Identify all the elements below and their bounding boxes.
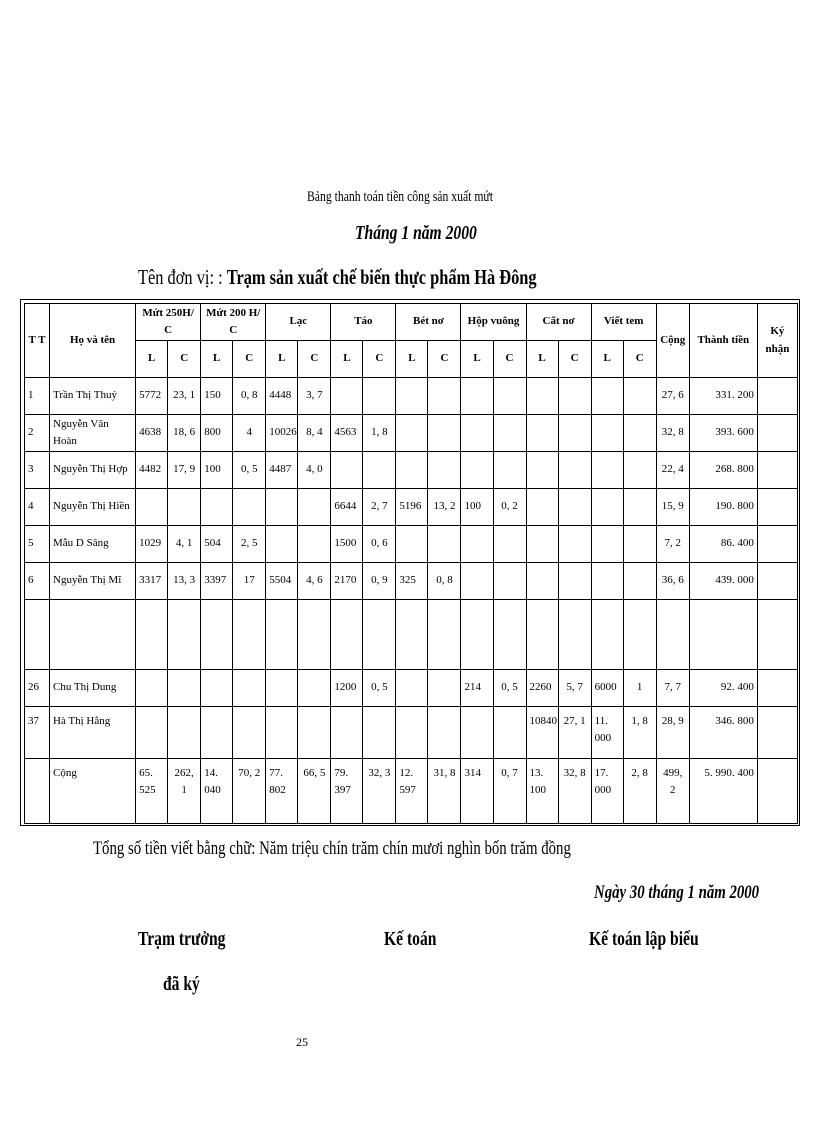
- cell-name: [50, 599, 136, 669]
- cell-c: [493, 599, 526, 669]
- cell-c: 3, 7: [298, 378, 331, 415]
- cell-c: [558, 599, 591, 669]
- cell-l: 100: [461, 488, 493, 525]
- header-sub-l: L: [461, 341, 493, 378]
- cell-l: [526, 451, 558, 488]
- cell-total: [656, 599, 689, 669]
- cell-l: 2170: [331, 562, 363, 599]
- cell-l: 1500: [331, 525, 363, 562]
- cell-c: [428, 451, 461, 488]
- cell-l: [526, 488, 558, 525]
- cell-c: [623, 488, 656, 525]
- cell-c: 27, 1: [558, 706, 591, 758]
- cell-c: [168, 599, 201, 669]
- cell-name: Cộng: [50, 759, 136, 824]
- cell-c: [363, 599, 396, 669]
- cell-c: [493, 706, 526, 758]
- date-line: Ngày 30 tháng 1 năm 2000: [594, 882, 760, 903]
- cell-sign: [757, 414, 797, 451]
- cell-l: [461, 451, 493, 488]
- payment-table: [24, 303, 798, 824]
- cell-c: 4, 6: [298, 562, 331, 599]
- cell-tt: 5: [25, 525, 50, 562]
- cell-c: [363, 378, 396, 415]
- cell-l: [396, 706, 428, 758]
- header-sub-l: L: [396, 341, 428, 378]
- cell-total: 22, 4: [656, 451, 689, 488]
- amount-in-words: Tổng số tiền viết bằng chữ: Năm triệu chín trăm chín mươi nghìn bốn trăm đồng: [93, 838, 571, 859]
- cell-c: [363, 451, 396, 488]
- table-row: [25, 599, 798, 669]
- cell-l: 1029: [136, 525, 168, 562]
- cell-total: 15, 9: [656, 488, 689, 525]
- cell-c: 17, 9: [168, 451, 201, 488]
- cell-c: 2, 7: [363, 488, 396, 525]
- cell-total: 7, 7: [656, 669, 689, 706]
- cell-c: [623, 414, 656, 451]
- header-sub-l: L: [266, 341, 298, 378]
- cell-l: [266, 669, 298, 706]
- cell-c: 31, 8: [428, 759, 461, 824]
- cell-total: 27, 6: [656, 378, 689, 415]
- cell-l: 100: [201, 451, 233, 488]
- cell-l: 800: [201, 414, 233, 451]
- cell-c: [233, 599, 266, 669]
- cell-sign: [757, 599, 797, 669]
- cell-l: [201, 599, 233, 669]
- cell-c: 1, 8: [363, 414, 396, 451]
- cell-tt: 4: [25, 488, 50, 525]
- unit-name: Trạm sản xuất chế biến thực phẩm Hà Đông: [226, 265, 537, 289]
- cell-l: [396, 451, 428, 488]
- unit-label: Tên đơn vị: :: [138, 265, 227, 289]
- cell-c: [168, 669, 201, 706]
- cell-c: 23, 1: [168, 378, 201, 415]
- cell-l: [461, 706, 493, 758]
- cell-c: 1, 8: [623, 706, 656, 758]
- cell-c: [493, 562, 526, 599]
- cell-l: [201, 488, 233, 525]
- cell-l: 10840: [526, 706, 558, 758]
- table-row: [25, 759, 798, 824]
- cell-amount: 439. 000: [689, 562, 757, 599]
- cell-tt: 6: [25, 562, 50, 599]
- cell-l: [526, 414, 558, 451]
- cell-l: 2260: [526, 669, 558, 706]
- cell-l: [201, 669, 233, 706]
- cell-c: [558, 378, 591, 415]
- cell-name: Nguyễn Thị Hiền: [50, 488, 136, 525]
- cell-l: 6000: [591, 669, 623, 706]
- cell-l: [461, 562, 493, 599]
- cell-c: 0, 8: [428, 562, 461, 599]
- cell-c: 17: [233, 562, 266, 599]
- table-row: [25, 562, 798, 599]
- cell-c: [558, 488, 591, 525]
- header-sub-l: L: [526, 341, 558, 378]
- cell-amount: 190. 800: [689, 488, 757, 525]
- header-sub-c: C: [493, 341, 526, 378]
- table-row: [25, 414, 798, 451]
- cell-c: [298, 488, 331, 525]
- header-sub-l: L: [591, 341, 623, 378]
- cell-l: [591, 378, 623, 415]
- cell-amount: [689, 599, 757, 669]
- cell-name: Nguyễn Văn Hoàn: [50, 414, 136, 451]
- cell-c: 0, 5: [363, 669, 396, 706]
- cell-l: [526, 378, 558, 415]
- cell-l: [526, 525, 558, 562]
- header-group: Bét nơ: [396, 304, 461, 341]
- cell-c: 32, 3: [363, 759, 396, 824]
- cell-amount: 346. 800: [689, 706, 757, 758]
- cell-sign: [757, 488, 797, 525]
- cell-sign: [757, 525, 797, 562]
- cell-l: [591, 414, 623, 451]
- table-row: [25, 525, 798, 562]
- cell-l: [331, 706, 363, 758]
- cell-c: [623, 378, 656, 415]
- cell-c: 0, 5: [233, 451, 266, 488]
- header-sub-c: C: [428, 341, 461, 378]
- cell-l: [396, 414, 428, 451]
- header-sub-c: C: [233, 341, 266, 378]
- cell-c: 0, 7: [493, 759, 526, 824]
- cell-c: [168, 488, 201, 525]
- cell-sign: [757, 669, 797, 706]
- cell-c: [428, 525, 461, 562]
- cell-l: 4563: [331, 414, 363, 451]
- cell-c: 0, 2: [493, 488, 526, 525]
- cell-l: [591, 562, 623, 599]
- cell-tt: [25, 759, 50, 824]
- cell-l: [396, 599, 428, 669]
- cell-l: 14. 040: [201, 759, 233, 824]
- header-group: Lạc: [266, 304, 331, 341]
- cell-l: [591, 525, 623, 562]
- header-sub-c: C: [623, 341, 656, 378]
- cell-c: [493, 414, 526, 451]
- cell-l: [136, 706, 168, 758]
- cell-l: 17. 000: [591, 759, 623, 824]
- unit-line: [138, 265, 537, 290]
- cell-l: [461, 525, 493, 562]
- cell-c: 0, 8: [233, 378, 266, 415]
- signature-accountant: Kế toán: [384, 928, 437, 950]
- cell-l: [266, 706, 298, 758]
- cell-c: [233, 669, 266, 706]
- cell-l: 5196: [396, 488, 428, 525]
- table-row: [25, 488, 798, 525]
- cell-total: 28, 9: [656, 706, 689, 758]
- cell-l: [526, 599, 558, 669]
- cell-l: 5504: [266, 562, 298, 599]
- cell-l: 504: [201, 525, 233, 562]
- cell-l: 65. 525: [136, 759, 168, 824]
- cell-l: 10026: [266, 414, 298, 451]
- cell-c: 2, 5: [233, 525, 266, 562]
- signature-signed-note: đã ký: [163, 973, 200, 995]
- header-sub-l: L: [331, 341, 363, 378]
- cell-amount: 92. 400: [689, 669, 757, 706]
- header-sub-c: C: [298, 341, 331, 378]
- cell-c: 4: [233, 414, 266, 451]
- cell-c: 5, 7: [558, 669, 591, 706]
- header-amount: Thành tiền: [689, 304, 757, 378]
- cell-l: [461, 599, 493, 669]
- header-group: Táo: [331, 304, 396, 341]
- cell-l: [461, 414, 493, 451]
- cell-l: 77. 802: [266, 759, 298, 824]
- cell-c: [233, 488, 266, 525]
- header-group: Mứt 200 H/ C: [201, 304, 266, 341]
- page-number: 25: [296, 1035, 308, 1049]
- cell-l: [331, 451, 363, 488]
- cell-c: [298, 706, 331, 758]
- cell-c: [298, 669, 331, 706]
- cell-sign: [757, 562, 797, 599]
- table-row: [25, 669, 798, 706]
- header-sign: Ký nhận: [757, 304, 797, 378]
- cell-total: 7, 2: [656, 525, 689, 562]
- cell-l: [266, 599, 298, 669]
- cell-total: 36, 6: [656, 562, 689, 599]
- cell-l: [136, 669, 168, 706]
- cell-total: 499, 2: [656, 759, 689, 824]
- cell-l: 3397: [201, 562, 233, 599]
- cell-c: [493, 525, 526, 562]
- header-sub-c: C: [168, 341, 201, 378]
- cell-l: [266, 525, 298, 562]
- header-sub-l: L: [201, 341, 233, 378]
- cell-c: 13, 3: [168, 562, 201, 599]
- cell-tt: [25, 599, 50, 669]
- cell-c: 13, 2: [428, 488, 461, 525]
- cell-l: [331, 378, 363, 415]
- cell-amount: 268. 800: [689, 451, 757, 488]
- cell-c: [168, 706, 201, 758]
- cell-tt: 3: [25, 451, 50, 488]
- cell-l: 5772: [136, 378, 168, 415]
- cell-c: [428, 599, 461, 669]
- header-group: Viết tem: [591, 304, 656, 341]
- cell-c: [493, 378, 526, 415]
- cell-name: Nguyễn Thị Mĩ: [50, 562, 136, 599]
- cell-c: [233, 706, 266, 758]
- cell-l: [396, 525, 428, 562]
- cell-c: [623, 562, 656, 599]
- header-group: Cất nơ: [526, 304, 591, 341]
- document-subtitle: Tháng 1 năm 2000: [355, 222, 477, 244]
- cell-sign: [757, 759, 797, 824]
- cell-c: 32, 8: [558, 759, 591, 824]
- cell-l: [266, 488, 298, 525]
- cell-c: 0, 6: [363, 525, 396, 562]
- cell-c: [493, 451, 526, 488]
- cell-l: 4638: [136, 414, 168, 451]
- cell-c: [428, 378, 461, 415]
- cell-c: [558, 414, 591, 451]
- cell-amount: 86. 400: [689, 525, 757, 562]
- cell-c: 70, 2: [233, 759, 266, 824]
- cell-amount: 393. 600: [689, 414, 757, 451]
- cell-c: 4, 0: [298, 451, 331, 488]
- cell-c: [623, 451, 656, 488]
- cell-name: Trần Thị Thuỷ: [50, 378, 136, 415]
- cell-l: 12. 597: [396, 759, 428, 824]
- cell-c: 262, 1: [168, 759, 201, 824]
- cell-tt: 37: [25, 706, 50, 758]
- cell-total: 32, 8: [656, 414, 689, 451]
- cell-c: [558, 562, 591, 599]
- cell-l: [331, 599, 363, 669]
- cell-name: Mẫu D Săng: [50, 525, 136, 562]
- cell-l: 314: [461, 759, 493, 824]
- cell-c: 1: [623, 669, 656, 706]
- cell-l: [136, 599, 168, 669]
- cell-l: [396, 669, 428, 706]
- cell-name: Chu Thị Dung: [50, 669, 136, 706]
- cell-l: [136, 488, 168, 525]
- cell-l: 1200: [331, 669, 363, 706]
- cell-tt: 1: [25, 378, 50, 415]
- cell-l: [591, 451, 623, 488]
- cell-amount: 5. 990. 400: [689, 759, 757, 824]
- cell-l: [591, 488, 623, 525]
- table-row: [25, 378, 798, 415]
- cell-c: 4, 1: [168, 525, 201, 562]
- document-title: Bảng thanh toán tiền công sản xuất mứt: [307, 189, 494, 205]
- cell-c: [428, 414, 461, 451]
- cell-c: [623, 525, 656, 562]
- signature-preparer: Kế toán lập biểu: [589, 928, 699, 950]
- cell-c: 66, 5: [298, 759, 331, 824]
- header-sub-c: C: [558, 341, 591, 378]
- signature-head: Trạm trưởng: [138, 928, 226, 950]
- header-sub-c: C: [363, 341, 396, 378]
- cell-sign: [757, 451, 797, 488]
- cell-l: [461, 378, 493, 415]
- cell-c: [558, 451, 591, 488]
- cell-l: 4487: [266, 451, 298, 488]
- cell-l: 79. 397: [331, 759, 363, 824]
- cell-l: 150: [201, 378, 233, 415]
- cell-tt: 2: [25, 414, 50, 451]
- cell-name: Nguyễn Thị Hợp: [50, 451, 136, 488]
- cell-tt: 26: [25, 669, 50, 706]
- cell-l: [201, 706, 233, 758]
- header-row: [25, 304, 798, 341]
- cell-sign: [757, 378, 797, 415]
- header-group: Mứt 250H/ C: [136, 304, 201, 341]
- cell-l: [396, 378, 428, 415]
- cell-l: 13. 100: [526, 759, 558, 824]
- cell-c: [623, 599, 656, 669]
- cell-l: [526, 562, 558, 599]
- table-row: [25, 706, 798, 758]
- table-row: [25, 451, 798, 488]
- cell-c: 2, 8: [623, 759, 656, 824]
- cell-c: [428, 706, 461, 758]
- cell-name: Hà Thị Hằng: [50, 706, 136, 758]
- cell-c: 8, 4: [298, 414, 331, 451]
- cell-c: [298, 525, 331, 562]
- cell-c: 0, 9: [363, 562, 396, 599]
- header-total: Cộng: [656, 304, 689, 378]
- cell-l: 214: [461, 669, 493, 706]
- cell-c: 0, 5: [493, 669, 526, 706]
- cell-l: 4448: [266, 378, 298, 415]
- cell-c: [363, 706, 396, 758]
- cell-c: [298, 599, 331, 669]
- cell-l: 325: [396, 562, 428, 599]
- cell-sign: [757, 706, 797, 758]
- header-group: Hộp vuông: [461, 304, 526, 341]
- header-tt: T T: [25, 304, 50, 378]
- cell-c: [428, 669, 461, 706]
- cell-l: [591, 599, 623, 669]
- cell-l: 3317: [136, 562, 168, 599]
- header-name: Họ và tên: [50, 304, 136, 378]
- header-sub-l: L: [136, 341, 168, 378]
- payment-table-frame: [20, 299, 800, 826]
- cell-l: 11. 000: [591, 706, 623, 758]
- cell-c: [558, 525, 591, 562]
- cell-c: 18, 6: [168, 414, 201, 451]
- cell-amount: 331. 200: [689, 378, 757, 415]
- cell-l: 4482: [136, 451, 168, 488]
- cell-l: 6644: [331, 488, 363, 525]
